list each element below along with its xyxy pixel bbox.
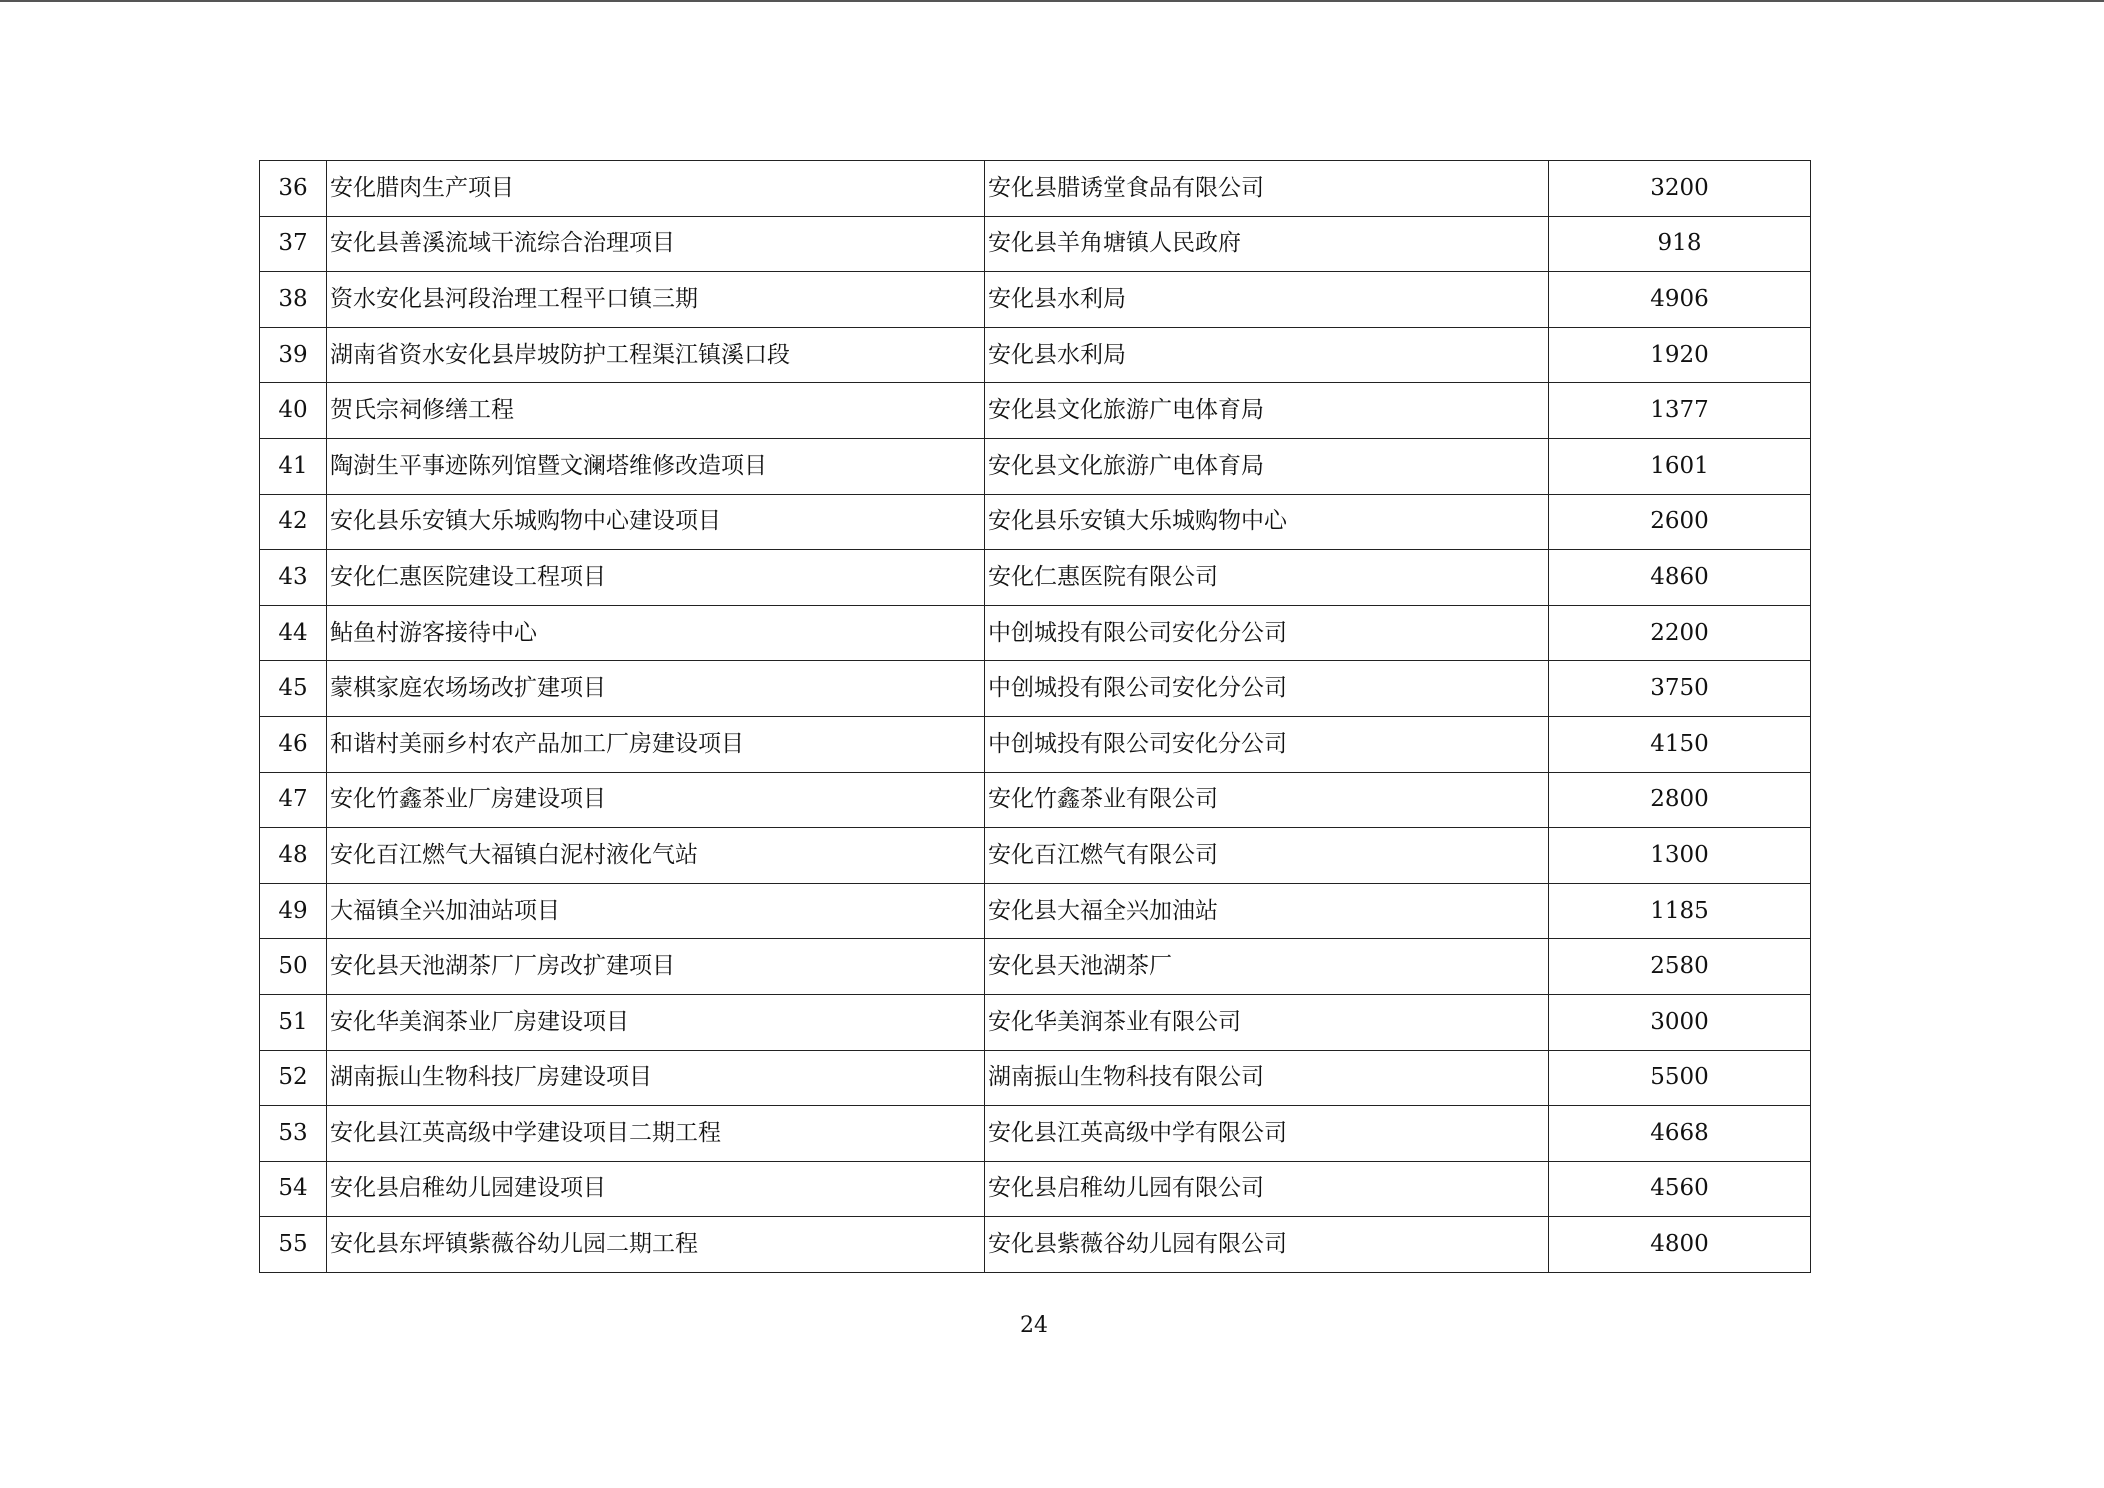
responsible-unit-cell: 中创城投有限公司安化分公司: [985, 605, 1549, 661]
table-row: [260, 494, 1811, 550]
investment-amount-cell: 1377: [1549, 383, 1811, 439]
row-number-cell: 39: [260, 327, 327, 383]
investment-amount-cell: 1300: [1549, 828, 1811, 884]
row-number-cell: 41: [260, 438, 327, 494]
table-row: [260, 939, 1811, 995]
responsible-unit-cell: 安化县紫薇谷幼儿园有限公司: [985, 1217, 1549, 1273]
table-row: [260, 327, 1811, 383]
page-top-border: [0, 0, 2104, 2]
investment-amount-cell: 4800: [1549, 1217, 1811, 1273]
project-name-cell: 安化仁惠医院建设工程项目: [327, 550, 985, 606]
investment-amount-cell: 4560: [1549, 1161, 1811, 1217]
row-number-cell: 52: [260, 1050, 327, 1106]
investment-amount-cell: 4668: [1549, 1106, 1811, 1162]
project-table: [259, 160, 1811, 1273]
project-name-cell: 贺氏宗祠修缮工程: [327, 383, 985, 439]
project-name-cell: 安化县善溪流域干流综合治理项目: [327, 216, 985, 272]
responsible-unit-cell: 安化县乐安镇大乐城购物中心: [985, 494, 1549, 550]
project-name-cell: 鲇鱼村游客接待中心: [327, 605, 985, 661]
project-name-cell: 安化腊肉生产项目: [327, 161, 985, 217]
investment-amount-cell: 2200: [1549, 605, 1811, 661]
responsible-unit-cell: 安化县腊诱堂食品有限公司: [985, 161, 1549, 217]
row-number-cell: 43: [260, 550, 327, 606]
project-name-cell: 资水安化县河段治理工程平口镇三期: [327, 272, 985, 328]
project-name-cell: 和谐村美丽乡村农产品加工厂房建设项目: [327, 716, 985, 772]
responsible-unit-cell: 安化县启稚幼儿园有限公司: [985, 1161, 1549, 1217]
investment-amount-cell: 918: [1549, 216, 1811, 272]
responsible-unit-cell: 安化县大福全兴加油站: [985, 883, 1549, 939]
investment-amount-cell: 2580: [1549, 939, 1811, 995]
row-number-cell: 47: [260, 772, 327, 828]
row-number-cell: 45: [260, 661, 327, 717]
project-name-cell: 安化县江英高级中学建设项目二期工程: [327, 1106, 985, 1162]
row-number-cell: 36: [260, 161, 327, 217]
project-name-cell: 安化县启稚幼儿园建设项目: [327, 1161, 985, 1217]
responsible-unit-cell: 安化县水利局: [985, 272, 1549, 328]
project-name-cell: 陶澍生平事迹陈列馆暨文澜塔维修改造项目: [327, 438, 985, 494]
row-number-cell: 51: [260, 994, 327, 1050]
responsible-unit-cell: 安化县羊角塘镇人民政府: [985, 216, 1549, 272]
investment-amount-cell: 3200: [1549, 161, 1811, 217]
row-number-cell: 40: [260, 383, 327, 439]
project-name-cell: 安化县天池湖茶厂厂房改扩建项目: [327, 939, 985, 995]
table-row: [260, 1106, 1811, 1162]
responsible-unit-cell: 安化县水利局: [985, 327, 1549, 383]
row-number-cell: 53: [260, 1106, 327, 1162]
responsible-unit-cell: 中创城投有限公司安化分公司: [985, 716, 1549, 772]
responsible-unit-cell: 安化县天池湖茶厂: [985, 939, 1549, 995]
responsible-unit-cell: 安化县文化旅游广电体育局: [985, 383, 1549, 439]
table-row: [260, 772, 1811, 828]
row-number-cell: 49: [260, 883, 327, 939]
table-row: [260, 994, 1811, 1050]
investment-amount-cell: 2800: [1549, 772, 1811, 828]
table-row: [260, 1161, 1811, 1217]
responsible-unit-cell: 安化百江燃气有限公司: [985, 828, 1549, 884]
project-name-cell: 蒙棋家庭农场场改扩建项目: [327, 661, 985, 717]
table-row: [260, 1050, 1811, 1106]
row-number-cell: 50: [260, 939, 327, 995]
row-number-cell: 46: [260, 716, 327, 772]
investment-amount-cell: 4860: [1549, 550, 1811, 606]
investment-amount-cell: 4906: [1549, 272, 1811, 328]
table-row: [260, 661, 1811, 717]
table-row: [260, 605, 1811, 661]
page-number: 24: [1020, 1313, 1048, 1338]
row-number-cell: 38: [260, 272, 327, 328]
table-row: [260, 438, 1811, 494]
investment-amount-cell: 1185: [1549, 883, 1811, 939]
responsible-unit-cell: 安化竹鑫茶业有限公司: [985, 772, 1549, 828]
table-row: [260, 550, 1811, 606]
responsible-unit-cell: 安化县江英高级中学有限公司: [985, 1106, 1549, 1162]
project-name-cell: 湖南省资水安化县岸坡防护工程渠江镇溪口段: [327, 327, 985, 383]
table-row: [260, 216, 1811, 272]
table-row: [260, 1217, 1811, 1273]
row-number-cell: 37: [260, 216, 327, 272]
project-name-cell: 安化百江燃气大福镇白泥村液化气站: [327, 828, 985, 884]
project-name-cell: 湖南振山生物科技厂房建设项目: [327, 1050, 985, 1106]
project-name-cell: 安化华美润茶业厂房建设项目: [327, 994, 985, 1050]
row-number-cell: 54: [260, 1161, 327, 1217]
row-number-cell: 44: [260, 605, 327, 661]
row-number-cell: 55: [260, 1217, 327, 1273]
project-name-cell: 安化竹鑫茶业厂房建设项目: [327, 772, 985, 828]
investment-amount-cell: 3750: [1549, 661, 1811, 717]
investment-amount-cell: 5500: [1549, 1050, 1811, 1106]
table-row: [260, 161, 1811, 217]
table-row: [260, 716, 1811, 772]
table-row: [260, 272, 1811, 328]
investment-amount-cell: 4150: [1549, 716, 1811, 772]
investment-amount-cell: 2600: [1549, 494, 1811, 550]
project-name-cell: 安化县东坪镇紫薇谷幼儿园二期工程: [327, 1217, 985, 1273]
responsible-unit-cell: 湖南振山生物科技有限公司: [985, 1050, 1549, 1106]
row-number-cell: 42: [260, 494, 327, 550]
responsible-unit-cell: 中创城投有限公司安化分公司: [985, 661, 1549, 717]
responsible-unit-cell: 安化仁惠医院有限公司: [985, 550, 1549, 606]
table-row: [260, 883, 1811, 939]
project-name-cell: 安化县乐安镇大乐城购物中心建设项目: [327, 494, 985, 550]
table-row: [260, 383, 1811, 439]
table-row: [260, 828, 1811, 884]
project-table-body: [260, 161, 1811, 1273]
investment-amount-cell: 1920: [1549, 327, 1811, 383]
responsible-unit-cell: 安化县文化旅游广电体育局: [985, 438, 1549, 494]
project-name-cell: 大福镇全兴加油站项目: [327, 883, 985, 939]
row-number-cell: 48: [260, 828, 327, 884]
investment-amount-cell: 3000: [1549, 994, 1811, 1050]
responsible-unit-cell: 安化华美润茶业有限公司: [985, 994, 1549, 1050]
investment-amount-cell: 1601: [1549, 438, 1811, 494]
